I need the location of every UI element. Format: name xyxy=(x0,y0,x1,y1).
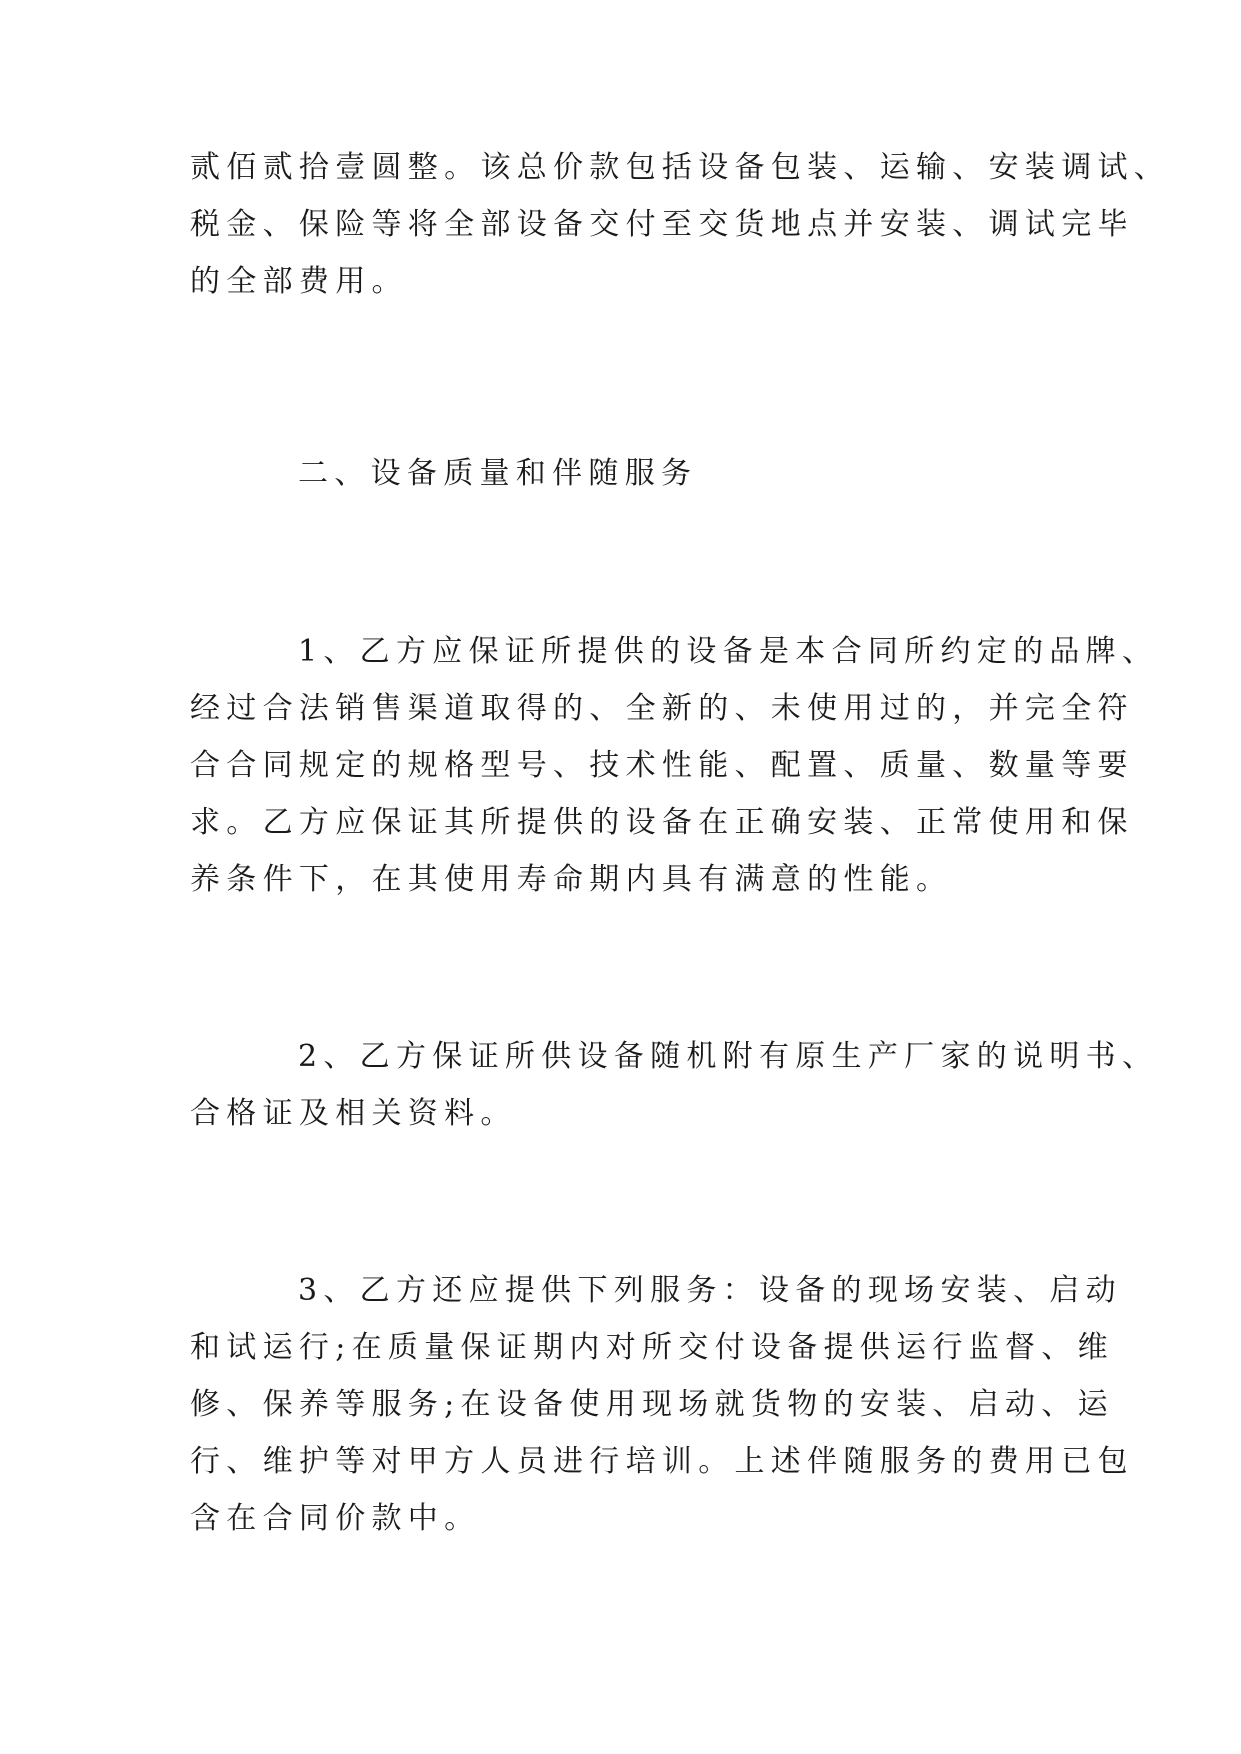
paragraph-line: 求。乙方应保证其所提供的设备在正确安装、正常使用和保 xyxy=(190,805,1134,840)
paragraph-line: 合格证及相关资料。 xyxy=(190,1096,517,1131)
paragraph-line: 1、乙方应保证所提供的设备是本合同所约定的品牌、 xyxy=(298,634,1159,669)
paragraph-line: 经过合法销售渠道取得的、全新的、未使用过的，并完全符 xyxy=(190,691,1134,726)
paragraph-line: 贰佰贰拾壹圆整。该总价款包括设备包装、运输、安装调试、 xyxy=(190,150,1171,185)
paragraph-line: 税金、保险等将全部设备交付至交货地点并安装、调试完毕 xyxy=(190,207,1134,242)
paragraph-line: 行、维护等对甲方人员进行培训。上述伴随服务的费用已包 xyxy=(190,1444,1134,1479)
paragraph-line: 2、乙方保证所供设备随机附有原生产厂家的说明书、 xyxy=(298,1039,1159,1074)
paragraph-line: 的全部费用。 xyxy=(190,264,408,299)
paragraph-line: 养条件下，在其使用寿命期内具有满意的性能。 xyxy=(190,862,953,897)
paragraph-line: 和试运行;在质量保证期内对所交付设备提供运行监督、维 xyxy=(190,1330,1114,1365)
paragraph-line: 3、乙方还应提供下列服务：设备的现场安装、启动 xyxy=(298,1273,1122,1308)
paragraph-line: 合合同规定的规格型号、技术性能、配置、质量、数量等要 xyxy=(190,748,1134,783)
section-heading: 二、设备质量和伴随服务 xyxy=(298,456,698,491)
paragraph-line: 修、保养等服务;在设备使用现场就货物的安装、启动、运 xyxy=(190,1387,1114,1422)
paragraph-line: 含在合同价款中。 xyxy=(190,1501,481,1536)
